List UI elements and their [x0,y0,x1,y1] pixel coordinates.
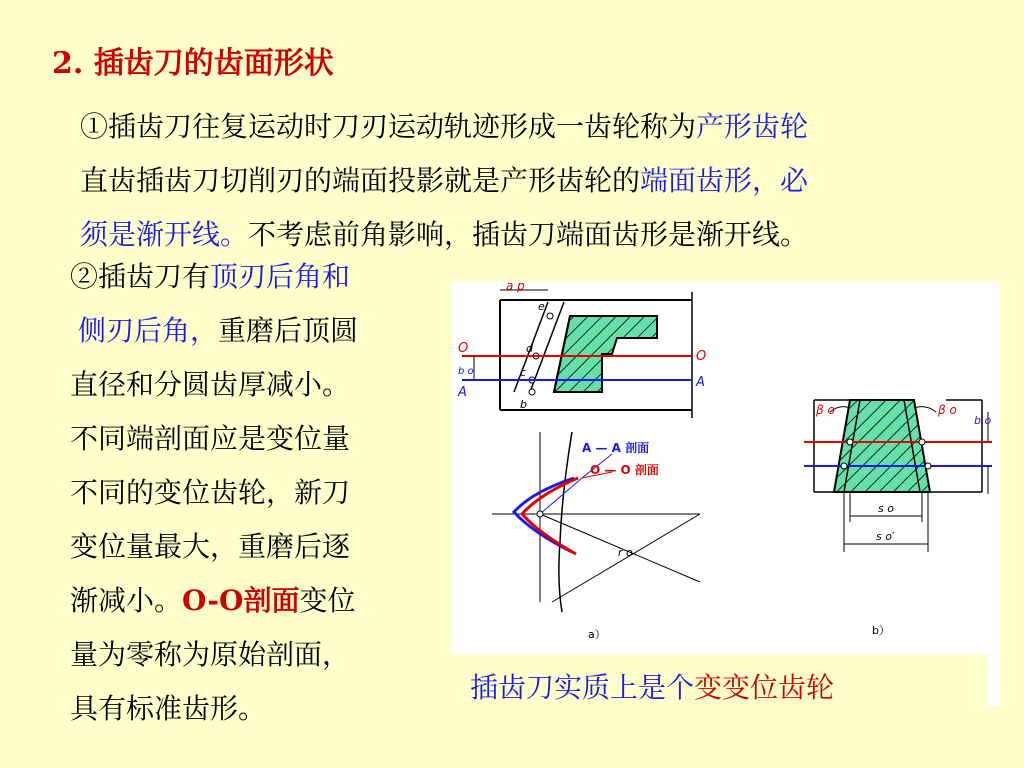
text-segment: 变位 [299,584,356,617]
label-bo-right: b o [974,414,992,427]
term-end-profile: 端面齿形，必 [640,164,809,197]
label-section-oo: O — O 剖面 [590,463,659,477]
label-o-left: O [458,341,469,356]
label-b: b [520,398,527,411]
paragraph-2-line-3: 直径和分圆齿厚减小。 [70,368,351,401]
paragraph-1-line-2 [80,154,980,208]
figure-a-section [457,282,706,418]
paragraph-2-line-8: 量为零称为原始剖面， [70,638,351,671]
paragraph-2-line-5: 不同的变位齿轮，新刀 [70,476,351,509]
caption-highlight: 变变位齿轮 [694,671,835,704]
figure-caption [470,668,834,708]
label-c: c [520,366,527,379]
term-top-relief: 顶刃后角和 [210,260,351,293]
label-d: d [526,342,533,355]
text-segment: 直齿插齿刀切削刃的端面投影就是产形齿轮的 [80,164,641,197]
term-involute: 须是渐开线。 [80,218,249,251]
label-o-right: O [696,349,707,364]
label-bo: b o [458,366,474,377]
paragraph-2-line-6: 变位量最大，重磨后逐 [70,530,351,563]
text-segment: 渐减小。 [70,584,183,617]
paragraph-2 [70,250,420,736]
paragraph-2-line-9: 具有标准齿形。 [70,692,267,725]
paragraph-1 [80,100,980,262]
label-a-right: A [696,375,705,390]
figure-svg [452,282,1000,654]
label-so-prime: s o′ [876,530,895,543]
term-side-relief: 侧刃后角， [78,314,219,347]
label-so: s o [878,502,894,515]
figure-a-profiles [492,432,700,641]
figure-b-tooth [804,400,992,637]
label-e: e [538,300,545,313]
caption-text: 插齿刀实质上是个 [470,671,695,704]
label-fig-a: a） [588,628,606,641]
label-fig-b: b） [872,624,890,637]
paragraph-1-line-1 [80,100,980,154]
paragraph-2-line-7 [70,574,420,628]
text-segment: ①插齿刀往复运动时刀刃运动轨迹形成一齿轮称为 [80,110,697,143]
text-segment: 重磨后顶圆 [218,314,359,347]
paragraph-2-line-2 [70,304,420,358]
text-segment: ②插齿刀有 [70,260,211,293]
term-oo-section: O-O剖面 [182,584,300,617]
text-segment: 不考虑前角影响，插齿刀端面齿形是渐开线。 [248,218,809,251]
label-a-left: A [458,385,467,400]
slide-title: 2. 插齿刀的齿面形状 [52,46,334,81]
paragraph-2-line-1 [70,250,420,304]
figure-edge-strip [988,654,1000,706]
label-section-aa: A — A 剖面 [582,441,650,455]
term-generating-gear: 产形齿轮 [696,110,809,143]
label-beta-left: β o [816,403,835,417]
oo-profile-curve [522,478,578,554]
paragraph-2-line-4: 不同端剖面应是变位量 [70,422,351,455]
label-beta-right: β o [938,403,957,417]
hatched-tooth-front [834,400,930,492]
label-ap: a p [506,282,525,293]
shaper-cutter-figure [452,282,1000,654]
label-ro: r o [618,546,633,559]
